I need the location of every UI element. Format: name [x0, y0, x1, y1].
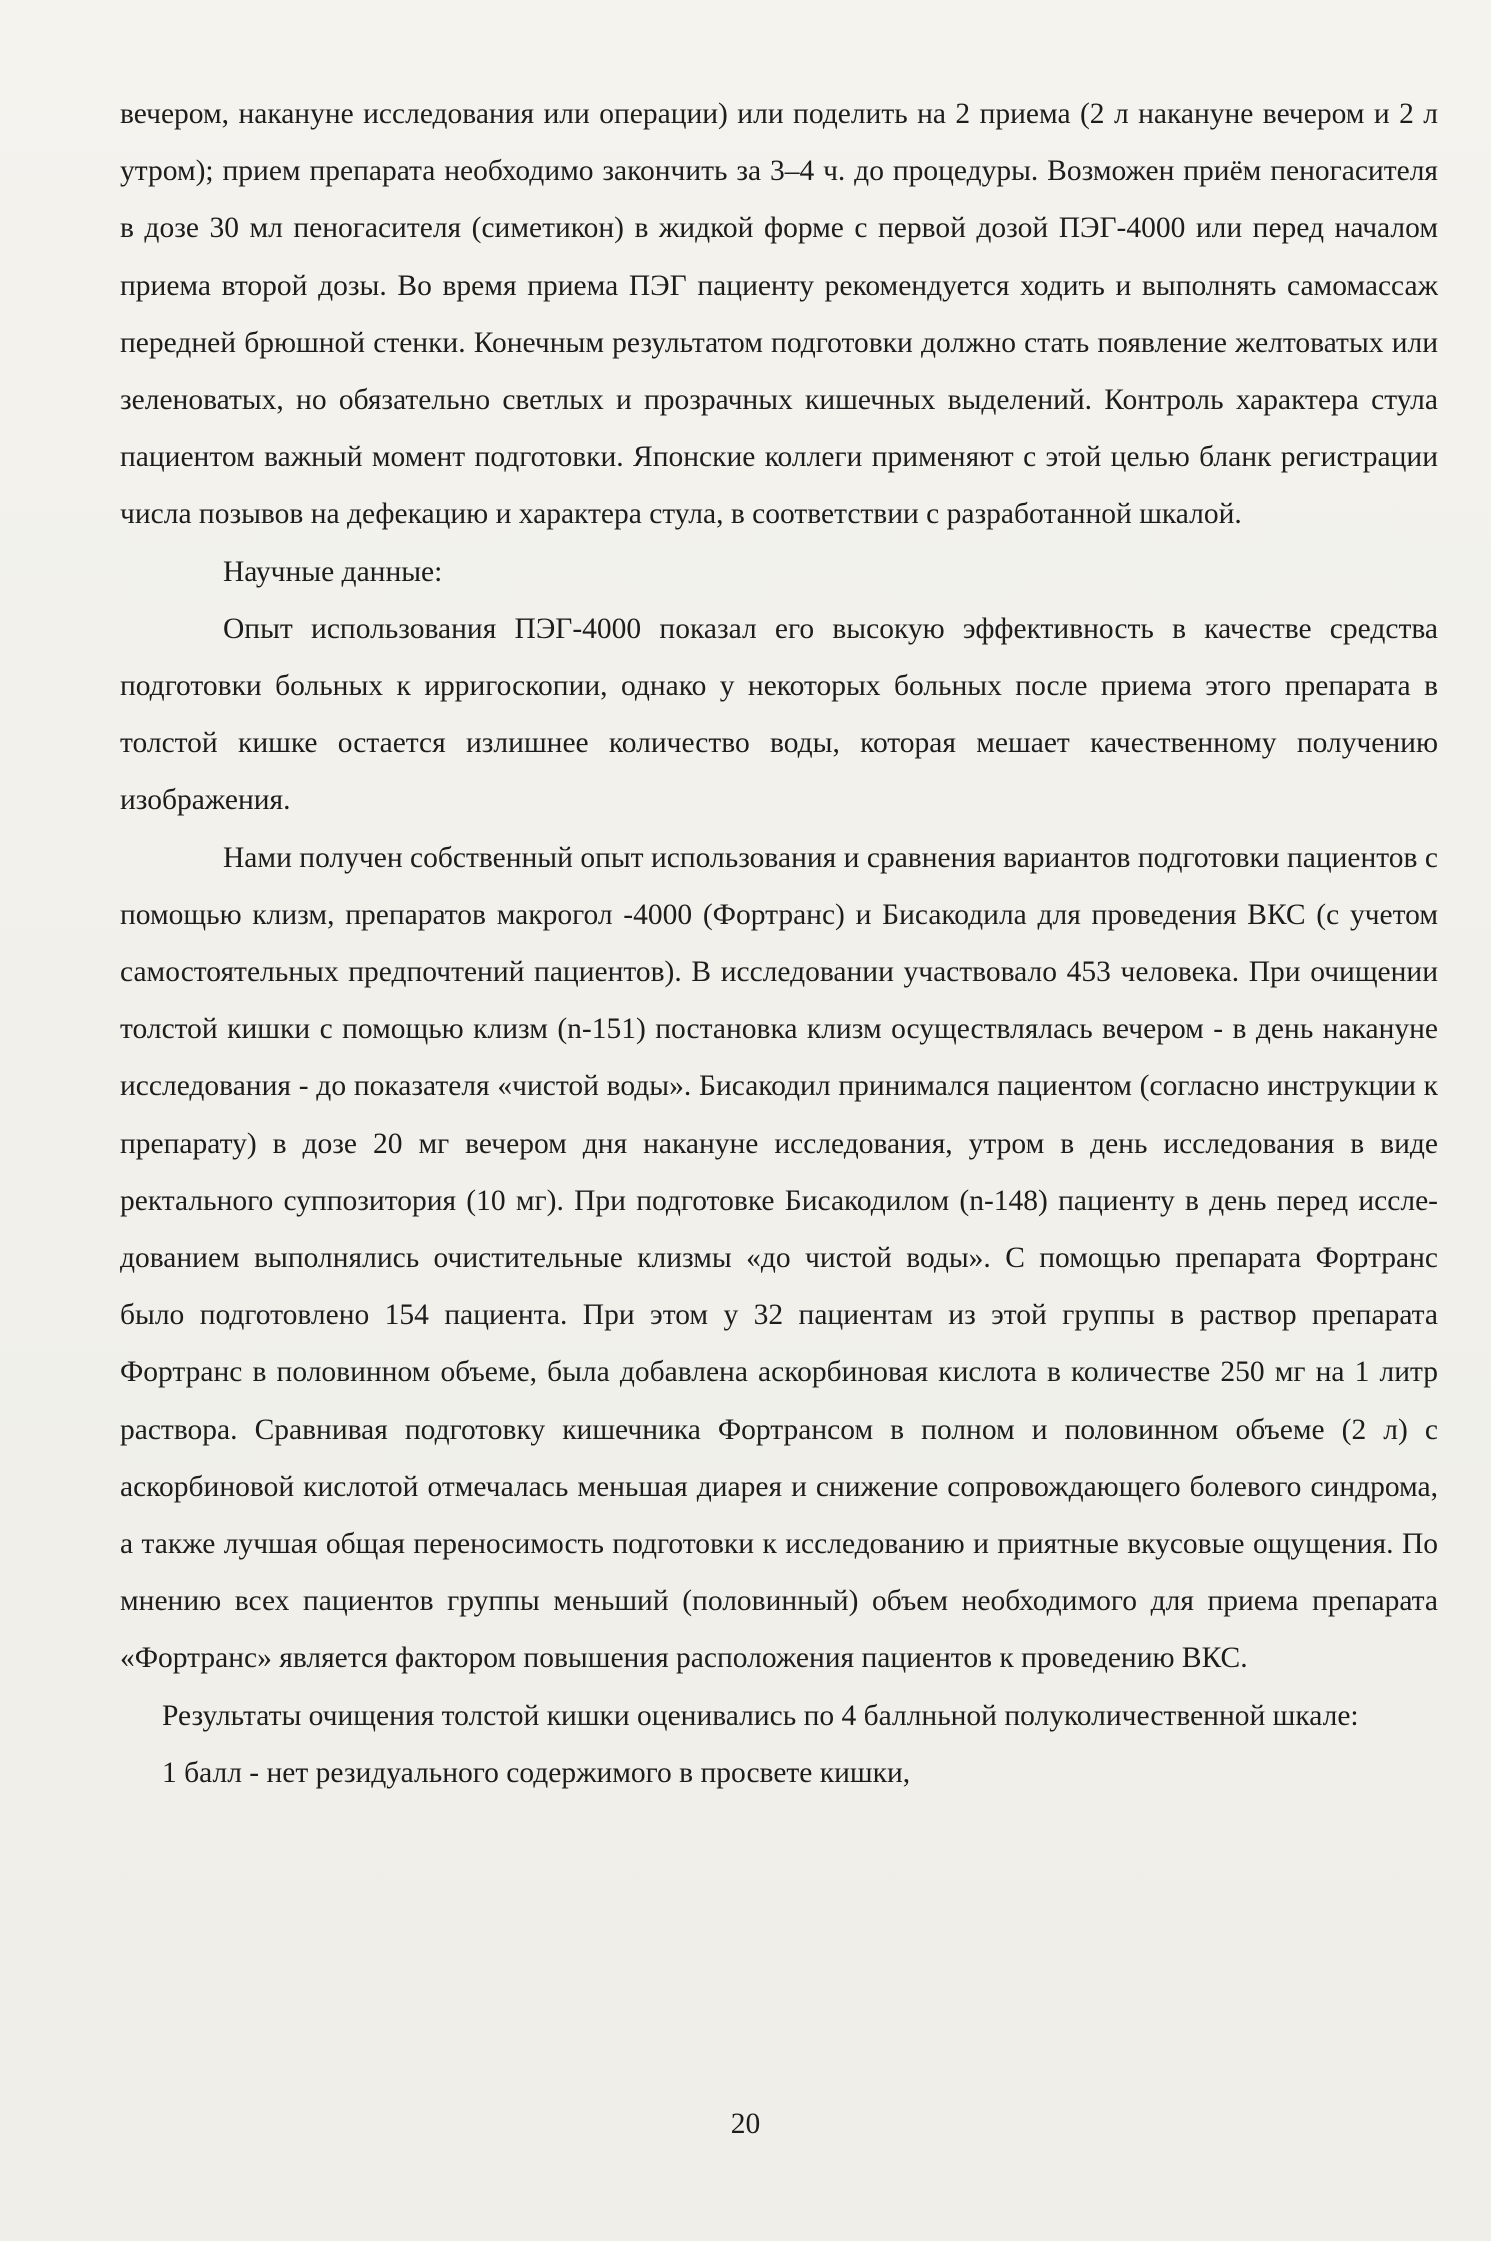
- paragraph-heading-scientific-data: Научные данные:: [223, 555, 443, 588]
- paragraph-score-1: 1 балл - нет резидуального содержимого в просвете кишки,: [162, 1756, 911, 1789]
- page-number: 20: [730, 2108, 761, 2140]
- paragraph-results-scale: Результаты очищения толстой кишки оценивались по 4 баллньной полуколичественной шкале:: [162, 1699, 1359, 1732]
- body-text: [120, 86, 1438, 1802]
- paragraph-intro: вечером, накануне исследования или операции) или поделить на 2 приема (2 л накануне вечером и 2 л утром); прием препарата необходимо закончить за 3–4 ч. до процедуры. Возможен приём пеногасителя в дозе 30 мл пеногасителя (симетикон) в жидкой форме с первой дозой ПЭГ-4000 или перед началом приема второй дозы. Во время приема ПЭГ пациенту рекомендуется ходить и выполнять самомассаж передней брюшной стенки. Конечным результатом подготовки должно стать появление желтоватых или зеленоватых, но обязательно светлых и прозрачных кишечных выделений. Контроль характера стула пациентом важный момент подготовки. Японские коллеги применяют с этой целью бланк регистрации числа позывов на дефекацию и характера стула, в соответствии с разработанной шкалой.: [120, 98, 1438, 531]
- paragraph-peg-experience: Опыт использования ПЭГ-4000 показал его высокую эффективность в качестве средства подготовки больных к ирригоскопии, однако у некоторых больных после приема этого препарата в толстой кишке остается излишнее количество воды, которая мешает качественному получению изображения.: [120, 612, 1438, 817]
- paragraph-own-experience: Нами получен собственный опыт использования и сравнения вариантов подготовки пациентов с помощью клизм, препаратов макрогол -4000 (Фортранс) и Бисакодила для проведения ВКС (с учетом самостоятельных предпочтений пациентов). В исследовании участвовало 453 человека. При очищении толстой кишки с помощью клизм (n-151) постановка клизм осуществлялась вечером - в день накануне исследования - до показателя «чистой воды». Бисакодил принимался пациентом (согласно инструкции к препарату) в дозе 20 мг вечером дня накануне исследования, утром в день исследования в виде ректального суппозитория (10 мг). При подготовке Бисакодилом (n-148) пациенту в день перед исследованием выполнялись очистительные клизмы «до чистой воды». С помощью препарата Фортранс было подготовлено 154 пациента. При этом у 32 пациентам из этой группы в раствор препарата Фортранс в половинном объеме, была добавлена аскорбиновая кислота в количестве 250 мг на 1 литр раствора. Сравнивая подготовку кишечника Фортрансом в полном и половинном объеме (2 л) с аскорбиновой кислотой отмечалась меньшая диарея и снижение сопровождающего болевого синдрома, а также лучшая общая переносимость подготовки к исследованию и приятные вкусовые ощущения. По мнению всех пациентов группы меньший (половинный) объем необходимого для приема препарата «Фортранс» является фактором повышения расположения пациентов к проведению ВКС.: [120, 841, 1438, 1675]
